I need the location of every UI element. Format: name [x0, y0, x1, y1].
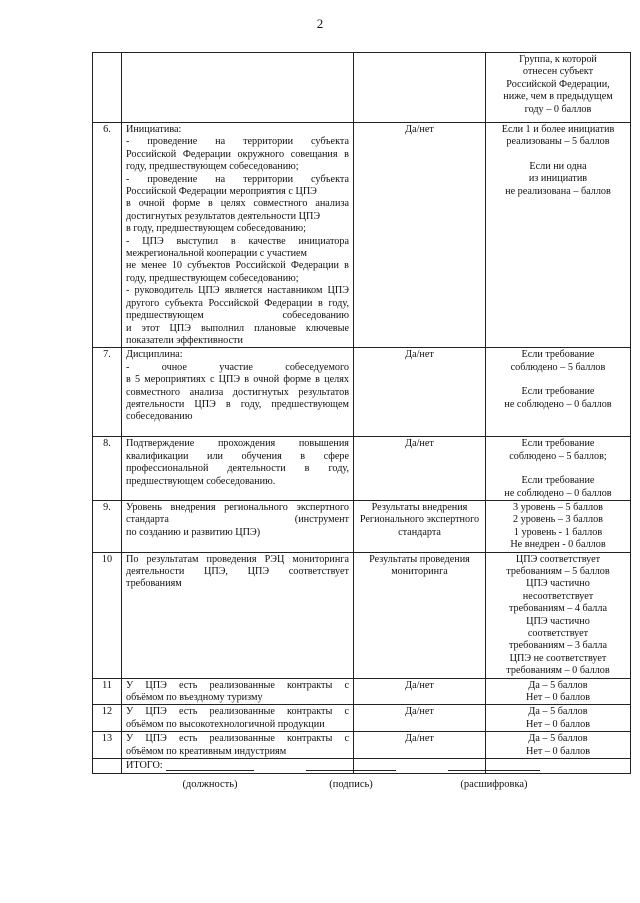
score-cell [486, 732, 631, 759]
criterion-line: - проведение на территории субъекта [126, 136, 349, 148]
score-line: Группа, к которой [519, 54, 597, 65]
evaluation-type: Да/нет [354, 123, 486, 348]
score-line: Да – 5 баллов [528, 679, 588, 691]
criterion-line: году, предшествующем собеседованию; [126, 161, 299, 173]
score-line: ЦПЭ не соответствует [509, 652, 607, 664]
score-line: соблюдено – 5 баллов; [509, 450, 607, 462]
score-cell [486, 678, 631, 705]
score-line: Российской Федерации, [506, 78, 610, 90]
score-line: Да – 5 баллов [528, 733, 588, 745]
criterion-line: объёмом по креативным индустриям [126, 745, 287, 757]
decoding-caption: (расшифровка) [460, 779, 528, 790]
score-line: Если требование [521, 386, 595, 398]
criterion-line: У ЦПЭ есть реализованные контракты с [126, 679, 349, 691]
position-caption: (должность) [182, 779, 238, 790]
criterion-line: ИТОГО: [126, 760, 163, 772]
score-line [490, 374, 626, 386]
row-number: 12 [93, 705, 122, 732]
score-line: соблюдено – 5 баллов [510, 361, 606, 373]
signature-caption: (подпись) [329, 779, 373, 790]
score-line [490, 149, 626, 161]
evaluation-type: Результаты внедрения Регионального экспертного стандарта [354, 500, 486, 552]
score-line: 3 уровень – 5 баллов [513, 501, 603, 513]
score-line: Да – 5 баллов [528, 706, 588, 718]
criterion-line: Российской Федерации окружного совещания в [126, 148, 349, 160]
score-line: требованиям – 0 баллов [506, 665, 610, 677]
criterion-line: собеседованию [126, 411, 193, 423]
criterion-cell [122, 500, 354, 552]
score-line: не соблюдено – 0 баллов [504, 487, 612, 499]
score-line: несоответствует [522, 590, 594, 602]
row-number: 10 [93, 552, 122, 678]
criterion-cell [122, 732, 354, 759]
table-row [93, 732, 631, 759]
evaluation-type: Да/нет [354, 705, 486, 732]
row-number: 7. [93, 348, 122, 437]
score-line: Не внедрен - 0 баллов [510, 539, 606, 551]
score-line: не соблюдено – 0 баллов [504, 398, 612, 410]
criterion-line: предшествующем собеседованию. [126, 475, 276, 487]
criterion-line: Российской Федерации мероприятия с ЦПЭ [126, 186, 317, 198]
criterion-line: объёмом по въездному туризму [126, 692, 263, 704]
score-cell [486, 705, 631, 732]
criterion-line: Дисциплина: [126, 349, 183, 361]
signature-block [0, 770, 640, 810]
evaluation-type: Результаты проведения мониторинга [354, 552, 486, 678]
criterion-line: деятельности ЦПЭ, ЦПЭ соответствует [126, 565, 349, 577]
score-line: Нет – 0 баллов [525, 692, 591, 704]
criterion-line: деятельности ЦПЭ в году, предшествующем [126, 398, 349, 410]
score-line: 1 уровень - 1 баллов [513, 526, 603, 538]
score-cell [486, 500, 631, 552]
score-line: Нет – 0 баллов [525, 718, 591, 730]
criterion-line: объёмом по высокотехнологичной продукции [126, 718, 325, 730]
score-line: реализованы – 5 баллов [506, 136, 610, 148]
score-cell [486, 552, 631, 678]
table-row [93, 123, 631, 348]
row-number: 6. [93, 123, 122, 348]
table-row [93, 437, 631, 501]
criterion-line: - очное участие собеседуемого [126, 361, 349, 373]
score-line: Если требование [521, 475, 595, 487]
criterion-line: в году, предшествующем собеседованию; [126, 223, 306, 235]
score-line: соответствует [527, 628, 589, 639]
position-line [166, 770, 254, 771]
criterion-line: показатели эффективности [126, 334, 243, 346]
score-cell [486, 437, 631, 501]
score-line: из инициатив [528, 173, 588, 185]
score-line: отнесен субъект [522, 66, 594, 78]
table-row [93, 53, 631, 123]
evaluation-type: Да/нет [354, 678, 486, 705]
criterion-line: другого субъекта Российской Федерации в году, [126, 297, 349, 309]
score-line: Если 1 и более инициатив [501, 124, 615, 135]
row-number: 8. [93, 437, 122, 501]
criterion-line: По результатам проведения РЭЦ мониторинга [126, 553, 349, 565]
criterion-line: - проведение на территории субъекта [126, 173, 349, 185]
row-number: 11 [93, 678, 122, 705]
criterion-cell [122, 705, 354, 732]
score-line: Если требование [521, 349, 595, 361]
criterion-cell [122, 348, 354, 437]
criterion-line: Уровень внедрения регионального экспертного [126, 501, 349, 513]
evaluation-type: Да/нет [354, 732, 486, 759]
table-row [93, 348, 631, 437]
criterion-line: в 5 мероприятиях с ЦПЭ в очной форме в целях [126, 374, 349, 386]
score-line: не реализована – баллов [505, 185, 611, 197]
score-line: году – 0 баллов [524, 103, 592, 115]
criterion-line: профессиональной деятельности в году, [126, 463, 349, 475]
criterion-cell [122, 123, 354, 348]
criterion-line: - ЦПЭ выступил в качестве инициатора [126, 235, 349, 247]
score-line: требованиям – 4 балла [508, 603, 607, 615]
criterion-cell [122, 437, 354, 501]
evaluation-type: Да/нет [354, 437, 486, 501]
criterion-line: и этот ЦПЭ выполнил плановые ключевые [126, 322, 349, 334]
scoring-table [92, 52, 631, 774]
score-line: ЦПЭ частично [526, 578, 590, 590]
criterion-line: не менее 10 субъектов Российской Федерации в [126, 260, 349, 272]
row-number: 9. [93, 500, 122, 552]
score-cell [486, 53, 631, 123]
row-number: 13 [93, 732, 122, 759]
criterion-line: по созданию и развитию ЦПЭ) [126, 526, 261, 538]
score-line: ЦПЭ частично [526, 615, 590, 627]
table-row [93, 705, 631, 732]
score-cell [486, 123, 631, 348]
score-line: Если требование [521, 438, 595, 450]
position-signature [166, 770, 254, 790]
criterion-line: году, предшествующем собеседованию; [126, 272, 299, 284]
criterion-line: предшествующем собеседованию [126, 310, 349, 322]
page-number: 2 [316, 16, 324, 31]
evaluation-type: Да/нет [354, 348, 486, 437]
criterion-line: в очной форме в целях совместного анализа [126, 198, 349, 210]
score-line [490, 463, 626, 475]
score-line: Если ни одна [529, 160, 587, 172]
criterion-line: межрегиональной кооперации с участием [126, 248, 307, 260]
score-line: ниже, чем в предыдущем [503, 91, 613, 103]
table-row [93, 678, 631, 705]
criterion-line: Инициатива: [126, 124, 182, 135]
criterion-cell [122, 678, 354, 705]
decoding-line [448, 770, 540, 771]
criterion-cell [122, 53, 354, 123]
criterion-line: У ЦПЭ есть реализованные контракты с [126, 706, 349, 718]
signature-field [306, 770, 396, 790]
score-cell [486, 348, 631, 437]
criterion-line: требованиям [126, 578, 182, 590]
decoding-signature [448, 770, 540, 790]
score-line: Нет – 0 баллов [525, 745, 591, 757]
score-line: требованиям – 5 баллов [506, 565, 610, 577]
score-line: 2 уровень – 3 баллов [513, 514, 603, 526]
criterion-line: Подтверждение прохождения повышения [126, 438, 349, 450]
criterion-line: квалификации или обучения в сфере [126, 450, 349, 462]
evaluation-type [354, 53, 486, 123]
score-line: требованиям – 3 балла [508, 640, 607, 652]
row-number [93, 53, 122, 123]
table-row [93, 552, 631, 678]
table-row [93, 500, 631, 552]
criterion-line: достигнутых результатов деятельности ЦПЭ [126, 210, 321, 222]
score-line: ЦПЭ соответствует [515, 553, 601, 565]
criterion-line: У ЦПЭ есть реализованные контракты с [126, 733, 349, 745]
criterion-line: стандарта (инструмент [126, 514, 349, 526]
criterion-line: совместного анализа достигнутых результатов [126, 386, 349, 398]
signature-line [306, 770, 396, 771]
criterion-line: - руководитель ЦПЭ является наставником ЦПЭ [126, 285, 349, 297]
criterion-cell [122, 552, 354, 678]
